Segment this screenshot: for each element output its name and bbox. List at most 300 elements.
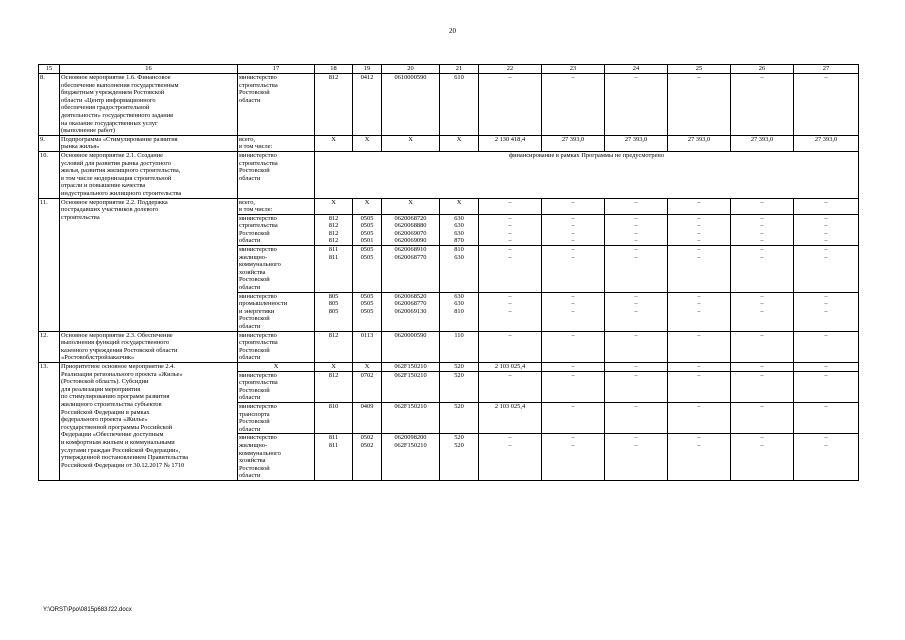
code-c19: [353, 135, 382, 151]
executor-line: министерство: [239, 402, 277, 410]
value-cell: –: [731, 74, 794, 136]
value-cell: –: [542, 74, 605, 136]
code-c21: [440, 214, 479, 245]
value-cell: [605, 371, 668, 402]
value-cell: [794, 292, 859, 331]
code-value: 805: [328, 300, 339, 308]
description-line: обеспечение выполнения государственным: [61, 81, 179, 89]
value-cell: [479, 434, 542, 481]
executor-line: всего,: [239, 135, 255, 143]
value-line: –: [824, 222, 828, 230]
description-line: жилищного строительства субъектов: [61, 400, 162, 408]
code-value: 812: [328, 74, 339, 81]
code-value: 0620000590: [394, 331, 427, 339]
budget-table-wrapper: [38, 64, 859, 481]
column-number-header: 22: [479, 65, 542, 74]
code-value: 610: [454, 74, 464, 81]
code-value: 0113: [360, 331, 374, 339]
code-c19: [353, 214, 382, 245]
measure-description: [60, 135, 238, 151]
value-line: –: [697, 307, 701, 315]
value-cell: 27 393,0: [542, 135, 605, 151]
column-number-header: 27: [794, 65, 859, 74]
executor-line: министерство: [239, 331, 277, 339]
code-c19: [353, 198, 382, 214]
value-cell: [794, 434, 859, 481]
value-cell: [605, 246, 668, 293]
code-value: 811: [328, 434, 339, 442]
description-line: бюджетным учреждением Ростовской: [61, 89, 165, 97]
value-cell: –: [605, 74, 668, 136]
value-cell: –: [605, 362, 668, 371]
description-line: рынка жилья»: [61, 143, 100, 151]
value-cell: [731, 214, 794, 245]
table-row: [39, 331, 859, 362]
budget-table: [38, 64, 859, 481]
value-cell: –: [794, 198, 859, 214]
executor-line: области: [239, 237, 261, 245]
executor-line: Ростовской: [239, 167, 270, 175]
code-c19: [353, 331, 382, 362]
executor-line: области: [239, 284, 261, 292]
column-number-header: 23: [542, 65, 605, 74]
value-line: –: [508, 253, 512, 261]
code-value: 0702: [360, 371, 374, 379]
code-value: 812: [328, 229, 339, 237]
row-number: 12.: [39, 331, 60, 362]
code-value: 0620069090: [394, 237, 427, 245]
value-line: –: [824, 229, 828, 237]
value-line: –: [508, 229, 512, 237]
code-c18: [315, 246, 353, 293]
executor-line: министерство: [239, 214, 277, 222]
code-c21: [440, 292, 479, 331]
code-value: X: [408, 198, 413, 206]
value-cell: [731, 371, 794, 402]
value-line: –: [571, 292, 575, 300]
code-c18: [315, 371, 353, 402]
row-number: 8.: [39, 74, 60, 136]
value-cell: –: [479, 74, 542, 136]
code-value: 062F150210: [394, 441, 427, 449]
header-row: [39, 65, 859, 74]
code-value: 810: [454, 246, 464, 254]
description-line: Российской Федерации от 30.12.2017 № 1710: [61, 461, 185, 469]
value-cell: [731, 402, 794, 433]
code-value: X: [456, 135, 462, 143]
code-value: 0501: [360, 237, 374, 245]
value-line: –: [760, 402, 764, 410]
value-cell: [479, 246, 542, 293]
value-line: –: [634, 222, 638, 230]
value-line: –: [508, 246, 512, 254]
code-value: X: [364, 362, 370, 370]
code-value: 812: [328, 371, 339, 379]
value-line: –: [824, 300, 828, 308]
code-c20: [382, 246, 440, 293]
code-value: 520: [454, 402, 464, 410]
value-line: –: [634, 246, 638, 254]
executor-line: и энергетики: [239, 307, 275, 315]
value-line: –: [634, 441, 638, 449]
code-c18: [315, 135, 353, 151]
value-line: –: [697, 214, 701, 222]
code-value: 0610000590: [394, 74, 427, 81]
value-cell: [668, 402, 731, 433]
code-c18: [315, 292, 353, 331]
executor-line: министерство: [239, 434, 277, 442]
value-line: –: [824, 441, 828, 449]
code-c21: [440, 434, 479, 481]
value-cell: 27 393,0: [605, 135, 668, 151]
value-line: –: [697, 441, 701, 449]
value-line: –: [508, 222, 512, 230]
executor-line: жилищно-: [239, 253, 268, 261]
value-cell: [605, 402, 668, 433]
value-line: –: [571, 222, 575, 230]
value-cell: [731, 246, 794, 293]
table-row: [39, 151, 859, 198]
code-value: 520: [454, 371, 464, 379]
executor-line: Ростовской: [239, 89, 270, 97]
value-line: –: [760, 441, 764, 449]
value-line: –: [824, 237, 828, 245]
executor-line: коммунального: [239, 449, 281, 457]
value-cell: [542, 292, 605, 331]
value-cell: [668, 214, 731, 245]
value-cell: [542, 371, 605, 402]
value-line: –: [571, 371, 575, 379]
value-cell: –: [731, 198, 794, 214]
description-line: услугами граждан Российской Федерации»,: [61, 446, 181, 454]
code-value: 630: [454, 229, 464, 237]
value-cell: 27 393,0: [731, 135, 794, 151]
value-line: –: [760, 292, 764, 300]
description-line: обеспечения градостроительной: [61, 104, 150, 112]
code-value: 0502: [360, 441, 374, 449]
value-line: –: [634, 434, 638, 442]
value-line: –: [508, 307, 512, 315]
description-line: утвержденной постановлением Правительства: [61, 454, 188, 462]
code-value: 520: [454, 441, 464, 449]
value-line: –: [508, 441, 512, 449]
executor-cell: X: [238, 362, 315, 371]
code-c21: [440, 331, 479, 362]
value-cell: [479, 214, 542, 245]
value-line: –: [697, 371, 701, 379]
value-line: –: [571, 300, 575, 308]
value-cell: [479, 292, 542, 331]
code-value: 0620069070: [394, 229, 427, 237]
value-cell: 2 103 025,4: [479, 362, 542, 371]
value-cell: –: [605, 331, 668, 362]
code-c19: [353, 402, 382, 433]
executor-line: области: [239, 394, 261, 402]
value-line: –: [634, 214, 638, 222]
code-value: 630: [454, 300, 464, 308]
description-line: отрасли и повышение качества: [61, 182, 146, 190]
code-value: 0505: [360, 229, 374, 237]
code-c21: [440, 362, 479, 371]
description-line: казенного учреждения Ростовской области: [61, 346, 178, 354]
executor-cell: [238, 214, 315, 245]
value-line: –: [634, 371, 638, 379]
value-line: –: [571, 402, 575, 410]
code-c21: [440, 74, 479, 136]
code-value: 870: [454, 237, 464, 245]
code-c20: [382, 434, 440, 481]
code-value: 0620068880: [394, 222, 427, 230]
code-value: 520: [454, 434, 464, 442]
code-value: X: [364, 135, 370, 143]
code-value: 811: [328, 441, 339, 449]
table-row: [39, 198, 859, 214]
value-line: –: [697, 222, 701, 230]
code-value: 0409: [360, 402, 374, 410]
code-value: X: [364, 198, 370, 206]
measure-description: [60, 362, 238, 480]
column-number-header: 16: [60, 65, 238, 74]
column-number-header: 20: [382, 65, 440, 74]
description-line: Федерации «Обеспечение доступным: [61, 431, 164, 439]
code-c20: [382, 402, 440, 433]
value-line: –: [697, 246, 701, 254]
code-value: X: [331, 198, 336, 206]
code-c21: [440, 402, 479, 433]
executor-line: жилищно-: [239, 441, 268, 449]
code-value: 062F150210: [394, 371, 427, 379]
description-line: индустриального жилищного строительства: [61, 189, 182, 197]
code-c19: [353, 362, 382, 371]
description-line: жилья, развития жилищного строительства,: [61, 167, 181, 175]
value-cell: [731, 292, 794, 331]
executor-line: Ростовской: [239, 229, 270, 237]
value-cell: [794, 402, 859, 433]
description-line: Основное мероприятие 2.2. Поддержка: [61, 198, 168, 206]
executor-line: области: [239, 425, 261, 433]
value-line: –: [760, 229, 764, 237]
column-number-header: 26: [731, 65, 794, 74]
executor-line: министерство: [239, 246, 277, 254]
executor-line: Ростовской: [239, 386, 270, 394]
code-value: 630: [454, 214, 464, 222]
value-line: –: [697, 402, 701, 410]
code-c21: [440, 198, 479, 214]
table-row: [39, 74, 859, 136]
code-value: 0505: [360, 214, 374, 222]
executor-line: министерство: [239, 292, 277, 300]
code-value: 110: [454, 331, 464, 339]
value-line: –: [760, 307, 764, 315]
row-number: 13.: [39, 362, 60, 480]
description-line: федерального проекта «Жилье»: [61, 416, 148, 424]
code-value: 0412: [360, 74, 374, 81]
value-cell: –: [668, 198, 731, 214]
column-number-header: 21: [440, 65, 479, 74]
value-line: –: [824, 292, 828, 300]
code-value: 805: [328, 307, 339, 315]
value-line: –: [571, 237, 575, 245]
value-line: –: [824, 214, 828, 222]
code-value: 0505: [360, 292, 374, 300]
code-value: 0505: [360, 307, 374, 315]
executor-line: Ростовской: [239, 315, 270, 323]
value-line: –: [508, 434, 512, 442]
description-line: Подпрограмма «Стимулирование развития: [61, 135, 178, 143]
code-value: 0620069130: [394, 307, 427, 315]
executor-line: области: [239, 323, 261, 330]
value-cell: [668, 371, 731, 402]
value-line: –: [634, 253, 638, 261]
description-line: (выполнение работ): [61, 127, 116, 135]
value-cell: [794, 371, 859, 402]
value-line: –: [571, 434, 575, 442]
value-line: –: [760, 222, 764, 230]
value-cell: –: [668, 331, 731, 362]
executor-cell: [238, 135, 315, 151]
value-cell: –: [731, 331, 794, 362]
value-line: –: [697, 300, 701, 308]
code-value: 0620098200: [394, 434, 427, 442]
value-line: –: [508, 371, 512, 379]
code-value: 0620068910: [394, 246, 427, 254]
executor-line: Ростовской: [239, 346, 270, 354]
executor-line: хозяйства: [239, 457, 266, 465]
code-value: 812: [328, 214, 339, 222]
measure-description: [60, 151, 238, 198]
executor-line: области: [239, 354, 261, 362]
code-c20: [382, 135, 440, 151]
value-line: –: [508, 292, 512, 300]
description-line: Российской Федерации в рамках: [61, 408, 150, 416]
executor-line: в том числе:: [239, 206, 273, 214]
value-line: –: [508, 214, 512, 222]
code-value: 811: [328, 253, 339, 261]
value-line: –: [634, 307, 638, 315]
row-number: 11.: [39, 198, 60, 331]
description-line: и комфортным жильем и коммунальными: [61, 438, 175, 446]
executor-line: хозяйства: [239, 268, 266, 276]
code-c18: [315, 402, 353, 433]
value-line: –: [571, 214, 575, 222]
value-line: –: [697, 292, 701, 300]
description-line: в том числе модернизация строительной: [61, 174, 172, 182]
value-line: –: [508, 300, 512, 308]
value-cell: 27 393,0: [668, 135, 731, 151]
executor-line: области: [239, 472, 261, 480]
code-value: 0505: [360, 300, 374, 308]
value-cell: [668, 434, 731, 481]
code-c20: [382, 362, 440, 371]
measure-description: [60, 331, 238, 362]
code-value: X: [456, 198, 462, 206]
code-c21: [440, 246, 479, 293]
value-cell: –: [479, 331, 542, 362]
executor-cell: [238, 402, 315, 433]
value-line: –: [760, 237, 764, 245]
column-number-header: 15: [39, 65, 60, 74]
value-cell: [542, 434, 605, 481]
value-line: –: [634, 292, 638, 300]
code-value: X: [331, 362, 336, 370]
executor-line: коммунального: [239, 261, 281, 269]
executor-cell: [238, 434, 315, 481]
executor-line: Ростовской: [239, 464, 270, 472]
executor-line: строительства: [239, 159, 278, 167]
description-line: Основное мероприятие 2.1. Создание: [61, 151, 163, 159]
executor-line: строительства: [239, 222, 278, 230]
code-value: 811: [328, 246, 339, 254]
value-line: –: [760, 434, 764, 442]
value-cell: –: [668, 362, 731, 371]
file-path-footer: Y:\ORST\Ppo\0815p683.f22.docx: [43, 607, 132, 613]
code-c18: [315, 434, 353, 481]
column-number-header: 19: [353, 65, 382, 74]
description-line: строительства: [61, 213, 100, 221]
code-value: 630: [454, 253, 464, 261]
code-value: X: [331, 135, 336, 143]
value-line: –: [571, 307, 575, 315]
value-line: –: [571, 246, 575, 254]
description-line: Основное мероприятие 1.6. Финансовое: [61, 74, 171, 81]
description-line: для реализации мероприятия: [61, 385, 141, 393]
value-cell: [605, 434, 668, 481]
value-line: –: [760, 371, 764, 379]
code-value: 0505: [360, 246, 374, 254]
code-c19: [353, 246, 382, 293]
value-line: –: [697, 434, 701, 442]
value-cell: 27 393,0: [794, 135, 859, 151]
value-cell: [542, 246, 605, 293]
value-line: –: [634, 300, 638, 308]
executor-line: области: [239, 96, 261, 104]
measure-description: [60, 74, 238, 136]
code-c20: [382, 74, 440, 136]
code-value: 062F150210: [394, 362, 427, 370]
value-cell: –: [605, 198, 668, 214]
executor-line: министерство: [239, 151, 277, 159]
value-cell: [668, 246, 731, 293]
code-c20: [382, 198, 440, 214]
executor-line: области: [239, 174, 261, 182]
value-cell: [605, 292, 668, 331]
code-value: 0620068770: [394, 300, 427, 308]
description-line: Приоритетное основное мероприятие 2.4.: [61, 362, 176, 370]
executor-line: всего,: [239, 198, 255, 206]
code-value: 812: [328, 222, 339, 230]
executor-line: министерство: [239, 74, 277, 81]
executor-cell: [238, 151, 315, 198]
value-cell: [668, 292, 731, 331]
code-c20: [382, 371, 440, 402]
code-c20: [382, 214, 440, 245]
executor-cell: [238, 198, 315, 214]
executor-cell: [238, 292, 315, 331]
value-line: –: [634, 402, 638, 410]
code-c18: [315, 362, 353, 371]
description-line: государственной программы Российской: [61, 423, 173, 431]
value-line: 2 103 025,4: [494, 402, 526, 410]
value-cell: [479, 371, 542, 402]
value-line: –: [634, 229, 638, 237]
executor-line: Ростовской: [239, 276, 270, 284]
value-line: –: [571, 253, 575, 261]
value-cell: [794, 214, 859, 245]
code-value: 810: [328, 402, 339, 410]
row-number: 10.: [39, 151, 60, 198]
executor-line: промышленности: [239, 300, 288, 308]
funding-note: финансирование в рамках Программы не предусмотрено: [315, 151, 859, 198]
